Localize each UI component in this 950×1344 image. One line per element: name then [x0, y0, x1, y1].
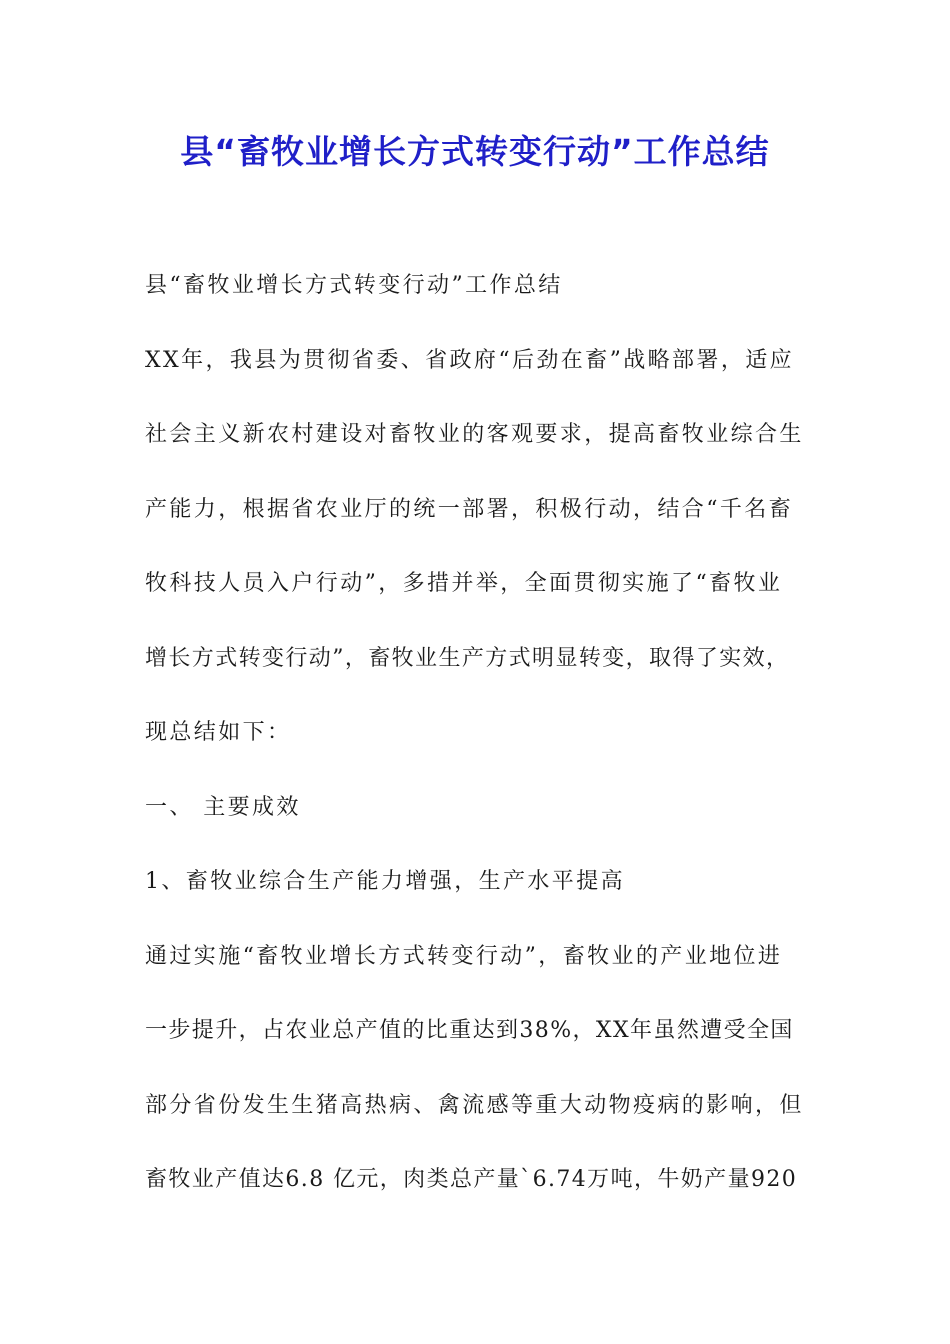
section-heading: 一、 主要成效	[145, 794, 301, 820]
body-line: 牧科技人员入户行动”，多措并举，全面贯彻实施了“畜牧业	[145, 571, 783, 596]
body-line: 一步提升，占农业总产值的比重达到38%，XX年虽然遭受全国	[145, 1018, 794, 1043]
body-line: 现总结如下：	[145, 720, 292, 745]
body-line: 通过实施“畜牧业增长方式转变行动”，畜牧业的产业地位进	[145, 943, 783, 969]
body-line: 县“畜牧业增长方式转变行动”工作总结	[145, 273, 563, 298]
body-line: 社会主义新农村建设对畜牧业的客观要求，提高畜牧业综合生	[145, 422, 804, 447]
subsection-heading: 1、畜牧业综合生产能力增强，生产水平提高	[145, 869, 625, 894]
body-line: 增长方式转变行动”，畜牧业生产方式明显转变，取得了实效，	[145, 645, 790, 671]
body-line: 部分省份发生生猪高热病、禽流感等重大动物疫病的影响，但	[145, 1092, 804, 1118]
document-body	[145, 264, 825, 1233]
body-line: 产能力，根据省农业厅的统一部署，积极行动，结合“千名畜	[145, 496, 794, 522]
body-line: XX年，我县为贯彻省委、省政府“后劲在畜”战略部署，适应	[145, 347, 795, 373]
document-title: 县“畜牧业增长方式转变行动”工作总结	[180, 132, 770, 171]
body-line: 畜牧业产值达6.8 亿元，肉类总产量`6.74万吨，牛奶产量920	[145, 1167, 798, 1192]
